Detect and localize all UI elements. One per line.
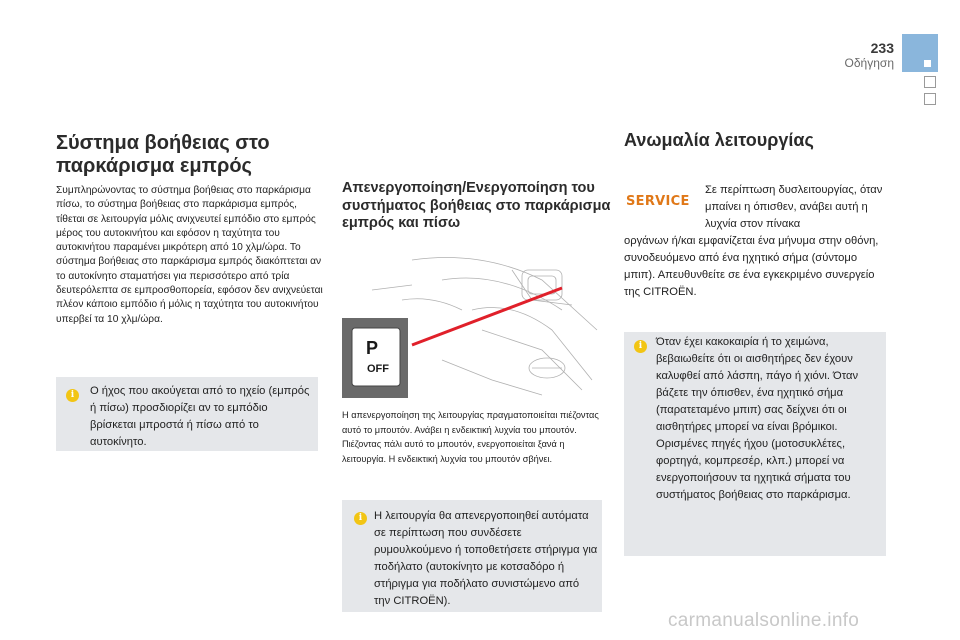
section-title-front-parking: Σύστημα βοήθειας στο παρκάρισμα εμπρός [56,132,270,177]
chapter-tab [902,34,938,72]
malfunction-text-rest: οργάνων ή/και εμφανίζεται ένα μήνυμα στην οθόνη, συνοδευόμενο από ένα ηχητικό σήμα (σύντομο μπιπ). Απευθυνθείτε σε ένα εγκεκριμένο συνεργείο της CITROËN. [624,235,879,298]
info-icon: i [66,389,79,402]
page-number: 233 [870,40,894,56]
info-icon: i [354,512,367,525]
chapter-tab-marker [924,60,931,67]
watermark: carmanualsonline.info [668,610,860,631]
malfunction-text-top: Σε περίπτωση δυσλειτουργίας, όταν μπαίνει η όπισθεν, ανάβει αυτή η λυχνία στον πίνακα [705,184,883,230]
button-caption: Η απενεργοποίηση της λειτουργίας πραγματοποιείται πιέζοντας αυτό το μπουτόν. Ανάβει η ενδεικτική λυχνία του μπουτόν. Πιέζοντας πάλι αυτό το μπουτόν, ενεργοποιείται ξανά η λειτουργία. Η ενδεικτική λυχνία του μπουτόν σβήνει. [342,410,599,464]
info-box-trailer-text: Η λειτουργία θα απενεργοποιηθεί αυτόματα σε περίπτωση που συνδέσετε ρυμουλκούμενο ή τοποθετήσετε στήριγμα για ποδήλατο (αυτοκίνητο με κοτσαδόρο ή στήριγμα για ποδήλατο συνιστώμενο από την CITROËN). [374,510,598,607]
info-box-speaker-text: Ο ήχος που ακούγεται από το ηχείο (εμπρός ή πίσω) προσδιορίζει αν το εμπόδιο βρίσκεται μπροστά ή πίσω από το αυτοκίνητο. [90,385,310,448]
info-box-speaker [56,377,318,451]
section-title-malfunction: Ανωμαλία λειτουργίας [624,130,814,150]
service-warning-icon: SERVICE [626,194,690,209]
section-title-disable-enable: Απενεργοποίηση/Ενεργοποίηση του συστήματος βοήθειας στο παρκάρισμα εμπρός και πίσω [342,180,611,231]
section-name: Οδήγηση [844,56,894,70]
chapter-tab-empty-2 [924,93,936,105]
parking-button-off-label: OFF [367,363,389,375]
info-icon: i [634,340,647,353]
info-box-trailer [342,500,602,612]
info-box-weather-text: Όταν έχει κακοκαιρία ή το χειμώνα, βεβαιωθείτε ότι οι αισθητήρες δεν έχουν καλυφθεί από λάσπη, πάγο ή χιόνι. Όταν βάζετε την όπισθεν, ένα ηχητικό σήμα (παρατεταμένο μπιπ) σας δείχνει ότι οι αισθητήρες μπορεί να είναι βρόμικοι. Ορισμένες πηγές ήχου (μοτοσυκλέτες, φορτηγά, κομπρεσέρ, κλπ.) μπορεί να ενεργοποιήσουν τα ηχητικά σήματα του συστήματος βοήθειας στο παρκάρισμα. [656,336,859,501]
front-parking-description: Συμπληρώνοντας το σύστημα βοήθειας στο παρκάρισμα πίσω, το σύστημα βοήθειας στο παρκάρισμα εμπρός, τίθεται σε λειτουργία μόλις ανιχνευτεί εμπόδιο στο εμπρός μέρος του αυτοκινήτου και εφόσον η ταχύτητα του αυτοκινήτου παραμένει μικρότερη από 10 χλμ/ώρα. Το σύστημα βοήθειας στο παρκάρισμα εμπρός διακόπτεται αν το αυτοκίνητο σταματήσει για περισσότερο από τρία δευτερόλεπτα σε εμπροσθοπορεία, εφόσον δεν ανιχνεύεται πλέον κάποιο εμπόδιο ή μόλις η ταχύτητα του αυτοκινήτου υπερβεί τα 10 χλμ/ώρα. [56,185,323,325]
info-box-weather [624,332,886,556]
dashboard-photo [342,250,602,400]
dashboard-illustration [342,250,602,400]
parking-icon: P [366,338,379,358]
chapter-tab-empty-1 [924,76,936,88]
